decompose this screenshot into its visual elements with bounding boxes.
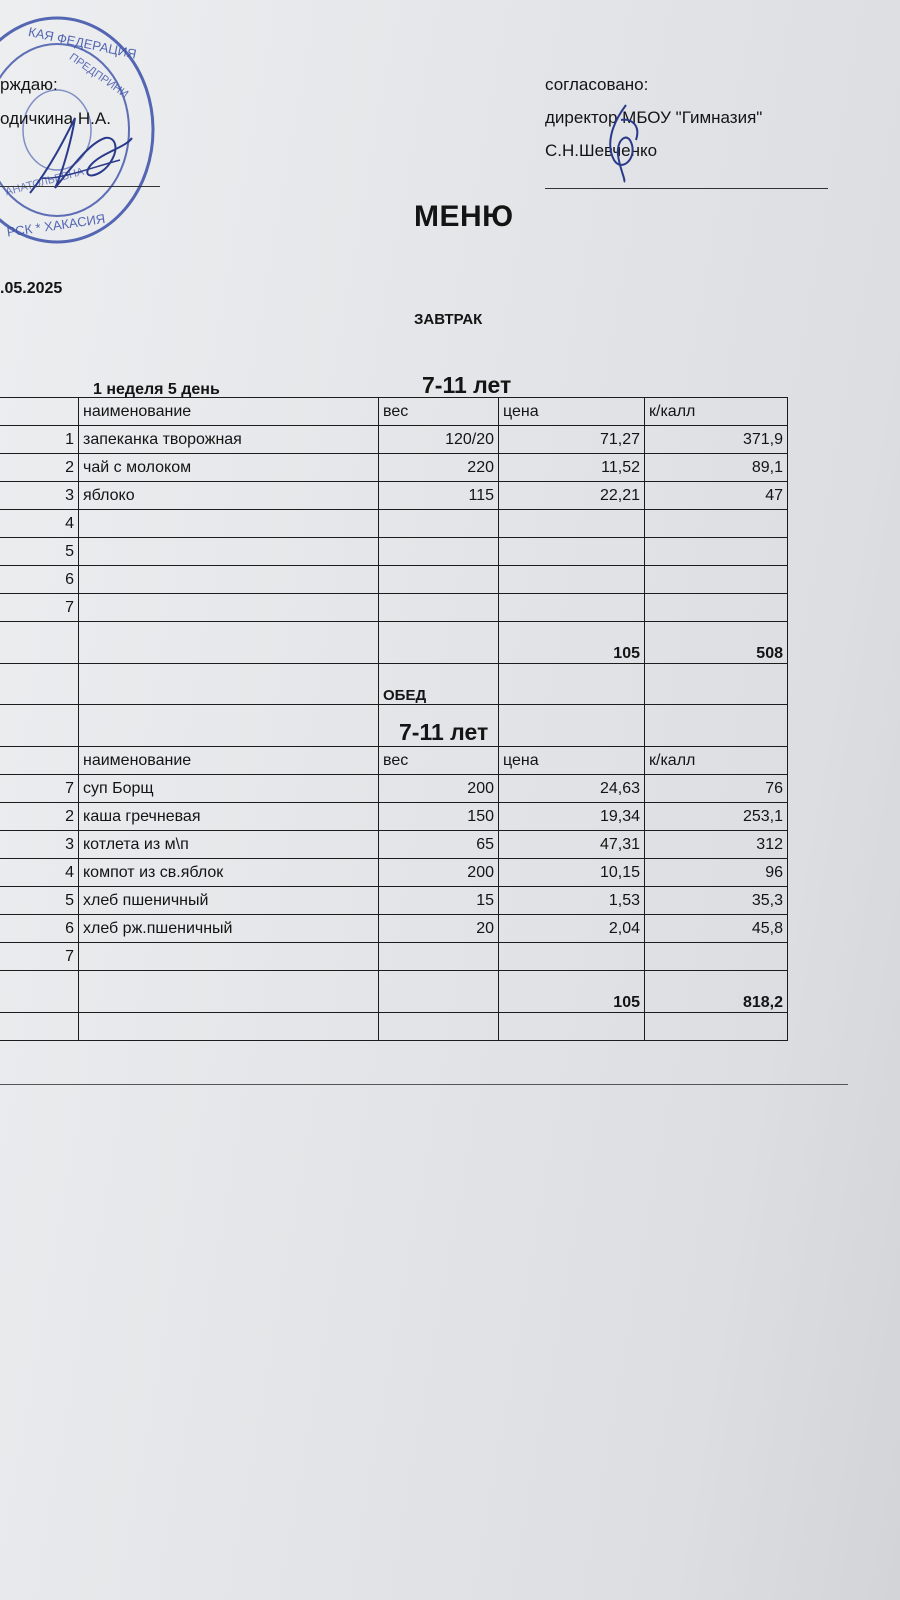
dish-kcal [645, 594, 788, 622]
dish-name [79, 538, 379, 566]
table-row [0, 594, 788, 622]
table-header-row [0, 747, 788, 775]
dish-kcal: 47 [645, 482, 788, 510]
header-weight: вес [379, 747, 499, 775]
row-number: 7 [0, 775, 79, 803]
breakfast-table [0, 397, 788, 1041]
table-row [0, 775, 788, 803]
row-number: 7 [0, 594, 79, 622]
table-row [0, 887, 788, 915]
dish-name: хлеб пшеничный [79, 887, 379, 915]
table-row [0, 538, 788, 566]
table-row [0, 510, 788, 538]
dish-kcal: 253,1 [645, 803, 788, 831]
table-cell [79, 971, 379, 1013]
table-cell [645, 664, 788, 705]
table-cell [79, 664, 379, 705]
header-price: цена [499, 747, 645, 775]
dish-name: компот из св.яблок [79, 859, 379, 887]
table-row [0, 482, 788, 510]
dish-kcal [645, 943, 788, 971]
dish-kcal [645, 538, 788, 566]
dish-weight: 200 [379, 859, 499, 887]
dish-price: 2,04 [499, 915, 645, 943]
table-row [0, 803, 788, 831]
header-price: цена [499, 398, 645, 426]
dish-price: 1,53 [499, 887, 645, 915]
table-cell [0, 398, 79, 426]
dish-name [79, 510, 379, 538]
table-row [0, 454, 788, 482]
dish-weight: 15 [379, 887, 499, 915]
dish-name [79, 566, 379, 594]
table-cell [0, 622, 79, 664]
table-row [0, 915, 788, 943]
total-kcal: 818,2 [645, 971, 788, 1013]
row-number: 3 [0, 482, 79, 510]
dish-kcal: 35,3 [645, 887, 788, 915]
table-header-row [0, 398, 788, 426]
table-row [0, 943, 788, 971]
dish-weight: 150 [379, 803, 499, 831]
total-row [0, 622, 788, 664]
table-cell [645, 705, 788, 747]
week-day-label: 1 неделя 5 день [93, 381, 220, 398]
row-number: 6 [0, 566, 79, 594]
row-number: 1 [0, 426, 79, 454]
breakfast-heading: ЗАВТРАК [414, 311, 483, 328]
dish-weight [379, 594, 499, 622]
svg-text:АНАТОЛЬЕВНА: АНАТОЛЬЕВНА [4, 165, 86, 199]
dish-name [79, 943, 379, 971]
row-number: 5 [0, 887, 79, 915]
dish-name: чай с молоком [79, 454, 379, 482]
signature-right [596, 100, 656, 185]
dish-name: яблоко [79, 482, 379, 510]
table-row [0, 831, 788, 859]
total-row [0, 971, 788, 1013]
table-cell [0, 1013, 79, 1041]
total-kcal: 508 [645, 622, 788, 664]
approval-left-name: одичкина Н.А. [0, 109, 111, 128]
table-cell [499, 664, 645, 705]
dish-name [79, 594, 379, 622]
table-cell [79, 705, 379, 747]
header-name: наименование [79, 398, 379, 426]
bottom-rule [0, 1084, 848, 1085]
lunch-heading-row [0, 664, 788, 705]
dish-kcal: 371,9 [645, 426, 788, 454]
header-kcal: к/калл [645, 747, 788, 775]
dish-weight [379, 566, 499, 594]
dish-price: 19,34 [499, 803, 645, 831]
page-title: МЕНЮ [414, 200, 514, 233]
dish-weight: 200 [379, 775, 499, 803]
dish-kcal [645, 510, 788, 538]
lunch-age-group: 7-11 лет [379, 705, 499, 747]
approval-left-label: рждаю: [0, 75, 58, 94]
table-cell [645, 1013, 788, 1041]
lunch-heading: ОБЕД [379, 664, 499, 705]
dish-price: 10,15 [499, 859, 645, 887]
dish-kcal [645, 566, 788, 594]
header-weight: вес [379, 398, 499, 426]
header-name: наименование [79, 747, 379, 775]
header-kcal: к/калл [645, 398, 788, 426]
dish-kcal: 89,1 [645, 454, 788, 482]
total-price: 105 [499, 622, 645, 664]
row-number: 2 [0, 454, 79, 482]
dish-weight: 20 [379, 915, 499, 943]
dish-weight [379, 943, 499, 971]
table-row [0, 859, 788, 887]
dish-price [499, 510, 645, 538]
dish-weight: 120/20 [379, 426, 499, 454]
table-cell [379, 622, 499, 664]
dish-name: хлеб рж.пшеничный [79, 915, 379, 943]
table-cell [0, 705, 79, 747]
svg-text:ПРЕДПРИНИ: ПРЕДПРИНИ [66, 51, 131, 101]
row-number: 4 [0, 510, 79, 538]
table-row [0, 566, 788, 594]
dish-kcal: 76 [645, 775, 788, 803]
table-cell [379, 971, 499, 1013]
signature-line-right [545, 188, 828, 189]
table-row [0, 426, 788, 454]
table-cell [79, 622, 379, 664]
dish-kcal: 312 [645, 831, 788, 859]
table-cell [0, 747, 79, 775]
dish-price [499, 943, 645, 971]
approval-right-name: С.Н.Шевченко [545, 141, 658, 160]
menu-date: .05.2025 [0, 280, 63, 297]
signature-left [20, 108, 140, 203]
dish-price: 22,21 [499, 482, 645, 510]
dish-kcal: 45,8 [645, 915, 788, 943]
dish-name: суп Борщ [79, 775, 379, 803]
dish-weight [379, 510, 499, 538]
row-number: 7 [0, 943, 79, 971]
row-number: 5 [0, 538, 79, 566]
dish-weight: 115 [379, 482, 499, 510]
table-cell [379, 1013, 499, 1041]
table-cell [499, 1013, 645, 1041]
table-row [0, 1013, 788, 1041]
svg-text:РСК * ХАКАСИЯ: РСК * ХАКАСИЯ [5, 210, 107, 240]
total-price: 105 [499, 971, 645, 1013]
dish-price: 47,31 [499, 831, 645, 859]
dish-price: 24,63 [499, 775, 645, 803]
dish-kcal: 96 [645, 859, 788, 887]
dish-name: запеканка творожная [79, 426, 379, 454]
row-number: 4 [0, 859, 79, 887]
table-cell [499, 705, 645, 747]
row-number: 2 [0, 803, 79, 831]
svg-text:КАЯ ФЕДЕРАЦИЯ: КАЯ ФЕДЕРАЦИЯ [27, 24, 138, 62]
dish-weight [379, 538, 499, 566]
dish-name: каша гречневая [79, 803, 379, 831]
approval-right-position: директор МБОУ "Гимназия" [545, 108, 763, 127]
dish-price [499, 566, 645, 594]
table-cell [0, 664, 79, 705]
dish-price [499, 538, 645, 566]
approval-right-label: согласовано: [545, 75, 649, 94]
table-cell [0, 971, 79, 1013]
dish-price: 71,27 [499, 426, 645, 454]
dish-weight: 65 [379, 831, 499, 859]
dish-name: котлета из м\п [79, 831, 379, 859]
dish-price [499, 594, 645, 622]
row-number: 3 [0, 831, 79, 859]
lunch-age-row [0, 705, 788, 747]
table-cell [79, 1013, 379, 1041]
row-number: 6 [0, 915, 79, 943]
dish-price: 11,52 [499, 454, 645, 482]
dish-weight: 220 [379, 454, 499, 482]
breakfast-age-group: 7-11 лет [422, 372, 512, 398]
